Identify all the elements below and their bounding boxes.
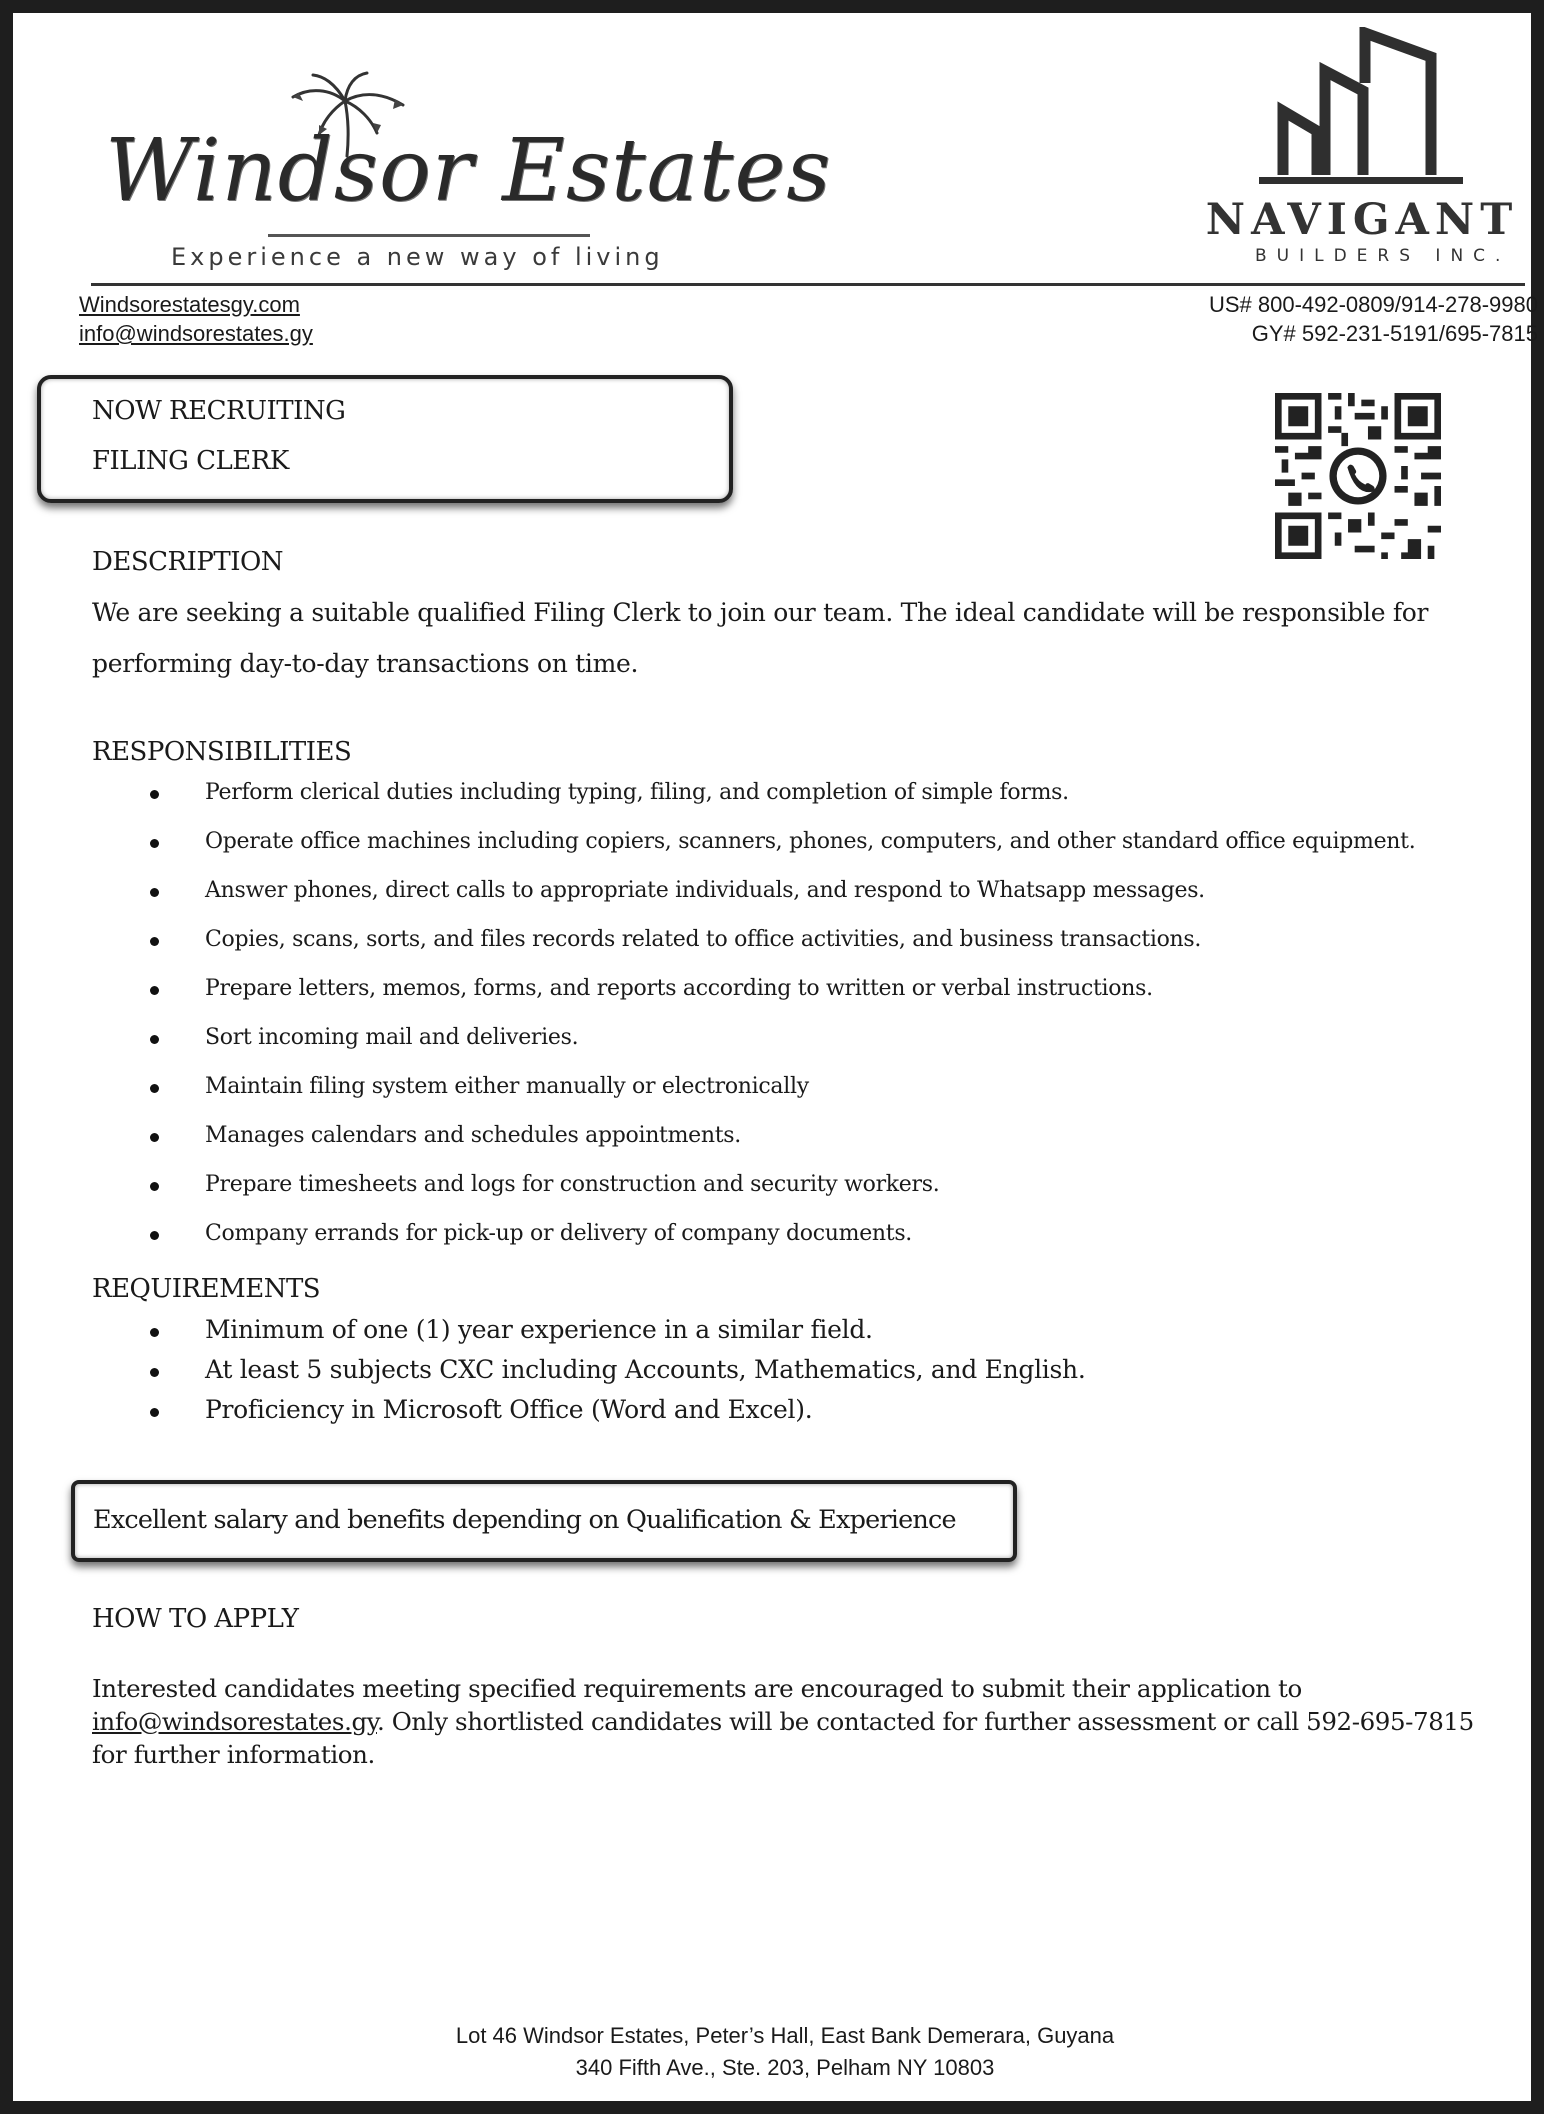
apply-paragraph [92,1672,1537,1771]
list-item: Perform clerical duties including typing, filing, and completion of simple forms. [150,780,1530,829]
us-phone: US# 800-492-0809/914-278-9980 [1208,292,1538,317]
description-line-1: We are seeking a suitable qualified Filing Clerk to join our team. The ideal candidate will be responsible for [92,598,1429,627]
windsor-wordmark: Windsor Estates [105,121,832,221]
list-item: Copies, scans, sorts, and files records related to office activities, and business transactions. [150,927,1530,976]
responsibilities-list [150,780,1530,1270]
navigant-subtitle: BUILDERS INC. [1255,246,1511,266]
bullet-icon [150,1328,159,1337]
list-item: At least 5 subjects CXC including Accounts, Mathematics, and English. [150,1355,1530,1395]
description-line-2: performing day-to-day transactions on time. [92,649,639,678]
website-link[interactable]: Windsorestatesgy.com [79,292,300,317]
bullet-icon [150,790,159,799]
bullet-icon [150,888,159,897]
navigant-name: NAVIGANT [1205,195,1519,245]
list-item: Minimum of one (1) year experience in a similar field. [150,1315,1530,1355]
list-item: Sort incoming mail and deliveries. [150,1025,1530,1074]
recruiting-box [37,375,733,503]
gy-phone: GY# 592-231-5191/695-7815 [1251,321,1538,346]
list-item: Prepare letters, memos, forms, and reports according to written or verbal instructions. [150,976,1530,1025]
list-item: Answer phones, direct calls to appropriate individuals, and respond to Whatsapp messages. [150,878,1530,927]
bullet-icon [150,1133,159,1142]
salary-text: Excellent salary and benefits depending on Qualification & Experience [93,1505,956,1535]
header-divider [91,283,1525,286]
job-title: FILING CLERK [92,446,289,476]
requirements-list [150,1315,1530,1435]
buildings-icon [1253,27,1473,185]
apply-line-2 [92,1705,1537,1738]
apply-line-2-text: . Only shortlisted candidates will be contacted for further assessment or call 592-695-7815 [376,1707,1474,1736]
footer-address-1: Lot 46 Windsor Estates, Peter’s Hall, East Bank Demerara, Guyana [455,2023,1115,2048]
list-item: Manages calendars and schedules appointments. [150,1123,1530,1172]
apply-line-1: Interested candidates meeting specified requirements are encouraged to submit their application to [92,1674,1302,1703]
logo-divider [268,234,590,237]
bullet-icon [150,1084,159,1093]
bullet-icon [150,1231,159,1240]
description-heading: DESCRIPTION [92,547,284,577]
list-item: Proficiency in Microsoft Office (Word and Excel). [150,1395,1530,1435]
apply-email-link[interactable]: info@windsorestates.gy [92,1707,377,1736]
bullet-icon [150,839,159,848]
windsor-tagline: Experience a new way of living [171,243,664,271]
list-item: Prepare timesheets and logs for construction and security workers. [150,1172,1530,1221]
requirements-heading: REQUIREMENTS [92,1274,321,1304]
bullet-icon [150,1182,159,1191]
responsibilities-heading: RESPONSIBILITIES [92,737,352,767]
bullet-icon [150,1368,159,1377]
how-to-apply-heading: HOW TO APPLY [92,1604,299,1634]
list-item: Company errands for pick-up or delivery of company documents. [150,1221,1530,1270]
email-link[interactable]: info@windsorestates.gy [79,321,313,346]
list-item: Operate office machines including copiers, scanners, phones, computers, and other standard office equipment. [150,829,1530,878]
whatsapp-qr-code-icon [1275,393,1441,559]
footer-address-2: 340 Fifth Ave., Ste. 203, Pelham NY 10803 [575,2055,995,2080]
list-item: Maintain filing system either manually or electronically [150,1074,1530,1123]
bullet-icon [150,1408,159,1417]
bullet-icon [150,937,159,946]
now-recruiting-heading: NOW RECRUITING [92,396,346,426]
apply-line-3: for further information. [92,1740,375,1769]
bullet-icon [150,1035,159,1044]
bullet-icon [150,986,159,995]
